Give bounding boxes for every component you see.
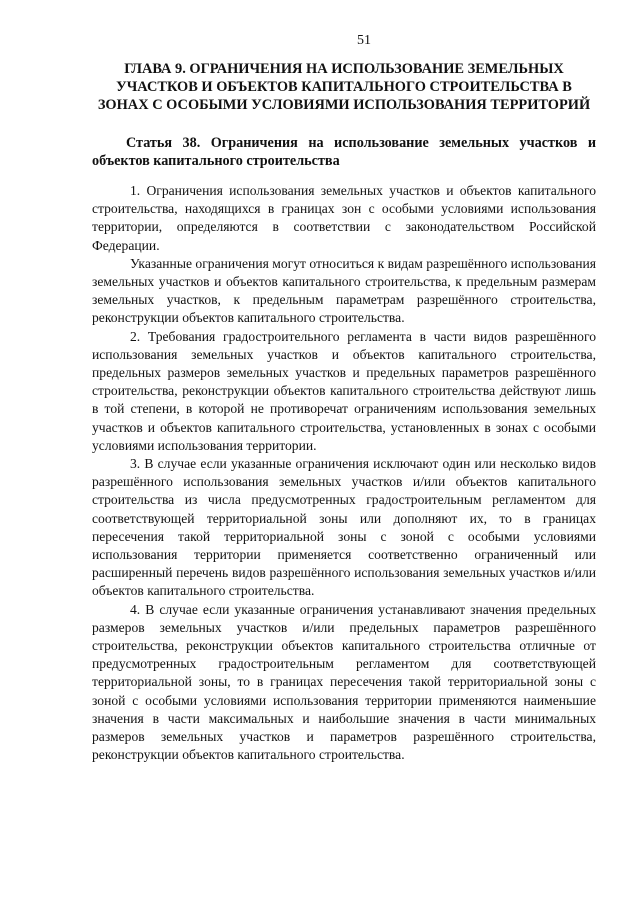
paragraph-4: 4. В случае если указанные ограничения устанавливают значения предельных размеров земельных участков и/или предельных параметров разрешённого строительства, реконструкции объектов капитального строительства отличные от предусмотренных градостроительным регламентом для соответствующей территориальной зоны, то в границах пересечения такой территориальной зоны с зоной с особыми условиями использования территории применяются наименьшие значения в части максимальных и наибольшие значения в части минимальных размеров земельных участков и параметров разрешённого строительства, реконструкции объектов капитального строительства. bbox=[92, 601, 596, 763]
page-number: 51 bbox=[357, 33, 371, 48]
paragraph-3: 3. В случае если указанные ограничения исключают один или несколько видов разрешённого использования земельных участков и/или объектов капитального строительства из числа предусмотренных градостроительным регламентом для соответствующей территориальной зоны или дополняют их, то в границах пересечения такой территориальной зоны с зоной с особыми условиями использования территории применяется соответственно ограниченный или расширенный перечень видов разрешённого использования земельных участков и/или объектов капитального строительства. bbox=[92, 456, 596, 599]
chapter-title: ГЛАВА 9. ОГРАНИЧЕНИЯ НА ИСПОЛЬЗОВАНИЕ ЗЕМЕЛЬНЫХ УЧАСТКОВ И ОБЪЕКТОВ КАПИТАЛЬНОГО СТРОИТЕЛЬСТВА В ЗОНАХ С ОСОБЫМИ УСЛОВИЯМИ ИСПОЛЬЗОВАНИЯ ТЕРРИТОРИЙ bbox=[97, 61, 591, 113]
paragraph-1-continued: Указанные ограничения могут относиться к видам разрешённого использования земельных участков и объектов капитального строительства, к предельным размерам земельных участков, к предельным параметрам разрешённого строительства, реконструкции объектов капитального строительства. bbox=[92, 255, 596, 326]
paragraph-2: 2. Требования градостроительного регламента в части видов разрешённого использования земельных участков и объектов капитального строительства, предельных размеров земельных участков и предельных параметров разрешённого строительства, реконструкции объектов капитального строительства действуют лишь в той степени, в которой не противоречат ограничениям использования земельных участков и объектов капитального строительства, установленных в зонах с особыми условиями использования территории. bbox=[92, 328, 596, 453]
article-title: Статья 38. Ограничения на использование земельных участков и объектов капитального строительства bbox=[92, 135, 596, 169]
paragraph-1: 1. Ограничения использования земельных участков и объектов капитального строительства, находящихся в границах зон с особыми условиями использования территории, определяются в соответствии с законодательством Российской Федерации. bbox=[92, 183, 596, 253]
article-body bbox=[92, 182, 596, 765]
